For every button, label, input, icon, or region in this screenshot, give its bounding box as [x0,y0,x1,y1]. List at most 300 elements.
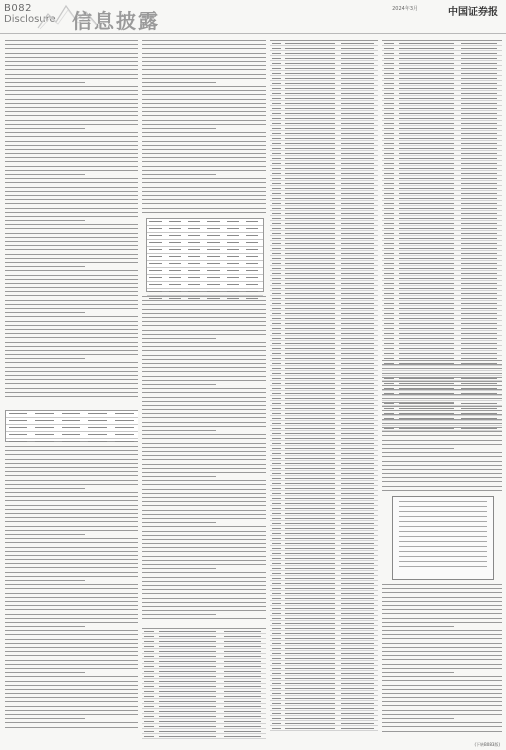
list-cell [461,88,497,89]
list-cell [285,643,335,644]
list-cell [341,503,373,504]
list-cell [341,253,373,254]
list-cell [272,208,281,209]
list-cell [461,248,497,249]
list-cell [384,228,394,229]
list-cell [272,613,281,614]
list-cell [272,348,281,349]
text-line [142,514,266,515]
table-cell [115,427,134,428]
list-cell [341,478,373,479]
list-cell [384,108,394,109]
list-cell [285,553,335,554]
list-cell [461,148,497,149]
table-cell [227,277,239,278]
list-cell [272,473,281,474]
list-cell [341,563,373,564]
list-cell [399,213,454,214]
text-line [5,157,138,158]
text-line [142,124,266,125]
table-row [147,254,263,261]
list-cell [341,458,373,459]
list-cell [272,238,281,239]
list-cell [341,168,373,169]
list-cell [224,706,261,707]
text-line [142,107,266,108]
table-row [6,418,138,425]
list-cell [272,213,281,214]
list-cell [144,681,154,682]
list-cell [461,293,497,294]
figure-line [399,551,487,552]
table-cell [246,284,258,285]
list-cell [461,343,497,344]
list-cell [224,671,261,672]
text-line [5,668,138,669]
text-line [142,208,266,209]
text-line [5,107,138,108]
list-cell [285,478,335,479]
text-line [142,161,266,162]
list-cell [144,641,154,642]
text-line [5,161,138,162]
list-cell [399,338,454,339]
text-line [5,626,85,627]
text-line [5,270,138,271]
list-cell [461,273,497,274]
list-cell [399,293,454,294]
list-cell [272,423,281,424]
list-cell [399,68,454,69]
list-cell [341,448,373,449]
table-cell [207,235,219,236]
list-cell [272,188,281,189]
list-cell [341,428,373,429]
list-cell [341,158,373,159]
list-cell [159,706,216,707]
text-line [5,141,138,142]
list-cell [461,158,497,159]
text-line [142,61,266,62]
list-cell [144,636,154,637]
list-cell [384,233,394,234]
list-cell [272,503,281,504]
list-cell [384,58,394,59]
list-cell [272,718,281,719]
text-line [382,477,502,478]
list-cell [341,663,373,664]
list-cell [285,638,335,639]
list-cell [384,88,394,89]
list-cell [399,103,454,104]
list-cell [461,328,497,329]
text-line [5,128,85,129]
text-line [5,689,138,690]
text-line [5,44,138,45]
text-line [5,660,138,661]
list-cell [285,363,335,364]
text-line [5,614,138,615]
list-cell [272,458,281,459]
list-cell [341,538,373,539]
text-line [382,630,502,631]
text-line [5,115,138,116]
table-cell [246,277,258,278]
text-line [5,195,138,196]
list-cell [285,318,335,319]
text-line [5,580,85,581]
text-line [142,103,266,104]
list-cell [341,213,373,214]
list-cell [285,93,335,94]
list-cell [224,731,261,732]
list-cell [272,53,281,54]
list-cell [285,378,335,379]
list-cell [399,208,454,209]
list-cell [399,348,454,349]
list-cell [285,573,335,574]
list-cell [341,243,373,244]
list-cell [341,263,373,264]
list-cell [285,663,335,664]
list-cell [272,358,281,359]
column-2 [142,38,266,740]
list-cell [272,278,281,279]
text-line [5,547,138,548]
text-line [142,577,266,578]
list-cell [272,678,281,679]
list-cell [341,533,373,534]
list-cell [341,578,373,579]
list-cell [341,518,373,519]
list-cell [272,428,281,429]
list-cell [341,698,373,699]
list-cell [285,173,335,174]
text-line [5,459,138,460]
list-cell [384,98,394,99]
text-line [382,664,502,665]
list-cell [159,686,216,687]
text-line [5,212,138,213]
list-cell [384,213,394,214]
text-line [382,368,502,369]
text-line [382,423,502,424]
list-cell [399,118,454,119]
text-line [142,170,266,171]
text-line [382,592,502,593]
table-cell [88,441,107,442]
list-cell [272,628,281,629]
list-cell [272,593,281,594]
list-cell [384,333,394,334]
text-line [142,90,266,91]
text-line [5,446,138,447]
text-line [382,452,502,453]
text-line [5,722,138,723]
list-cell [399,73,454,74]
list-cell [461,298,497,299]
text-line [142,543,266,544]
text-line [142,309,266,310]
table-cell [227,291,239,292]
list-cell [341,368,373,369]
list-cell [285,98,335,99]
list-cell [399,183,454,184]
table-cell [115,420,134,421]
list-cell [272,333,281,334]
list-cell [341,573,373,574]
list-cell [285,393,335,394]
text-line [142,300,266,301]
list-cell [461,133,497,134]
text-line [142,472,266,473]
table-cell [62,427,81,428]
list-cell [341,103,373,104]
text-line [5,605,138,606]
table-row [147,268,263,275]
text-line [382,469,502,470]
text-line [142,376,266,377]
list-row [270,726,378,731]
table-cell [188,256,200,257]
list-cell [384,273,394,274]
list-cell [341,218,373,219]
list-cell [272,403,281,404]
text-line [5,346,138,347]
list-cell [285,598,335,599]
text-line [382,626,454,627]
list-cell [399,158,454,159]
list-cell [159,711,216,712]
text-line [142,380,266,381]
list-cell [399,138,454,139]
table-row [6,439,138,445]
text-line [5,279,138,280]
text-line [5,471,138,472]
text-line [5,697,138,698]
text-line [142,464,266,465]
list-cell [272,563,281,564]
list-cell [461,223,497,224]
table-cell [62,441,81,442]
list-cell [272,483,281,484]
column-4-embedded-figure [392,496,494,580]
text-line [142,501,266,502]
text-line [5,241,138,242]
list-cell [272,578,281,579]
text-line [142,149,266,150]
text-line [382,473,502,474]
list-cell [399,288,454,289]
text-line [142,53,266,54]
table-cell [188,270,200,271]
list-cell [285,108,335,109]
list-cell [285,293,335,294]
list-cell [341,348,373,349]
table-cell [88,420,107,421]
text-line [142,618,266,619]
list-cell [341,648,373,649]
text-line [5,534,85,535]
list-cell [384,48,394,49]
list-cell [285,343,335,344]
table-cell [62,420,81,421]
text-line [5,53,138,54]
list-cell [272,463,281,464]
list-cell [384,43,394,44]
text-line [142,157,266,158]
figure-line [399,546,487,547]
text-line [382,389,502,390]
text-line [142,94,266,95]
list-cell [272,338,281,339]
list-cell [285,678,335,679]
text-line [142,585,266,586]
list-cell [285,403,335,404]
text-line [5,342,138,343]
list-cell [341,53,373,54]
list-cell [341,63,373,64]
list-cell [341,323,373,324]
text-line [5,375,138,376]
text-line [5,308,138,309]
list-cell [272,183,281,184]
text-line [382,693,502,694]
list-cell [341,613,373,614]
text-line [382,655,502,656]
text-line [142,484,266,485]
list-cell [341,343,373,344]
list-cell [285,78,335,79]
list-cell [285,618,335,619]
list-cell [384,178,394,179]
text-line [5,61,138,62]
text-line [5,593,138,594]
list-cell [272,533,281,534]
text-line [382,618,502,619]
list-cell [224,631,261,632]
list-cell [272,173,281,174]
list-cell [144,691,154,692]
text-line [382,597,502,598]
text-line [5,647,138,648]
list-cell [461,118,497,119]
text-line [382,622,502,623]
list-cell [224,686,261,687]
text-line [5,258,138,259]
text-line [5,120,138,121]
text-line [5,572,138,573]
list-cell [461,323,497,324]
list-cell [272,308,281,309]
text-line [382,697,502,698]
list-cell [144,716,154,717]
text-line [142,199,266,200]
text-line [5,576,138,577]
text-line [142,593,266,594]
table-cell [246,270,258,271]
column-4 [382,38,502,740]
list-cell [341,328,373,329]
list-cell [272,543,281,544]
list-cell [272,343,281,344]
list-cell [384,283,394,284]
list-cell [272,318,281,319]
list-cell [461,68,497,69]
figure-line [399,526,487,527]
list-cell [272,723,281,724]
list-cell [272,688,281,689]
text-line [142,476,216,477]
list-cell [285,418,335,419]
list-cell [285,728,335,729]
table-cell [169,277,181,278]
text-line [5,136,138,137]
list-cell [341,393,373,394]
list-cell [341,198,373,199]
list-cell [159,726,216,727]
text-line [382,705,502,706]
table-cell [149,249,161,250]
text-line [5,622,138,623]
list-cell [272,253,281,254]
list-cell [272,653,281,654]
table-cell [149,263,161,264]
list-cell [272,108,281,109]
list-cell [272,558,281,559]
list-cell [272,153,281,154]
text-line [5,367,138,368]
text-line [5,701,138,702]
list-cell [341,333,373,334]
list-cell [384,158,394,159]
list-cell [384,143,394,144]
list-cell [272,168,281,169]
list-cell [285,338,335,339]
table-cell [207,277,219,278]
list-cell [341,363,373,364]
list-cell [285,283,335,284]
list-cell [384,93,394,94]
list-cell [461,188,497,189]
list-cell [341,98,373,99]
text-line [5,145,138,146]
list-cell [384,163,394,164]
text-line [382,377,502,378]
list-cell [399,238,454,239]
text-line [5,124,138,125]
text-line [5,262,138,263]
list-cell [272,623,281,624]
text-line [5,655,138,656]
list-cell [461,218,497,219]
list-cell [272,648,281,649]
table-cell [149,228,161,229]
text-line [5,187,138,188]
text-line [382,634,502,635]
list-cell [224,641,261,642]
text-line [5,710,138,711]
list-cell [341,133,373,134]
list-cell [144,656,154,657]
list-cell [341,163,373,164]
list-cell [224,666,261,667]
text-line [142,547,266,548]
list-cell [341,498,373,499]
list-cell [461,153,497,154]
text-line [5,676,138,677]
text-line [5,388,138,389]
